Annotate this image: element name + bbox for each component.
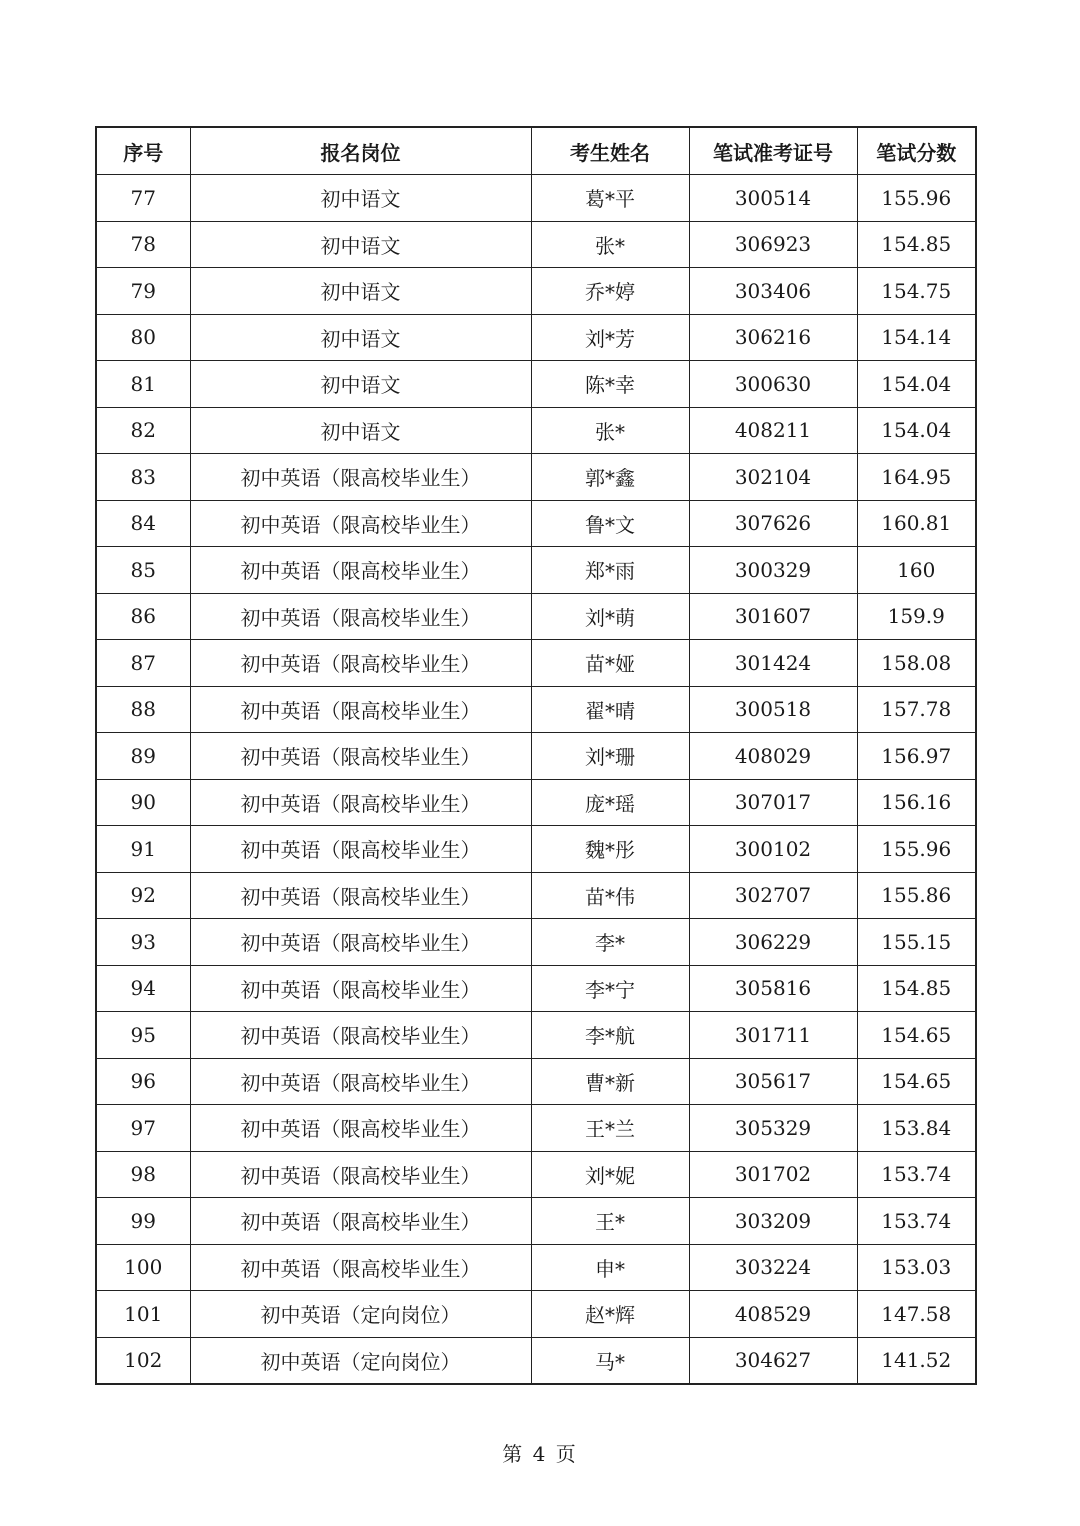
cell-candidate-name: 李*航 [531, 1012, 689, 1059]
cell-candidate-name: 赵*辉 [531, 1291, 689, 1338]
page-number: 第 4 页 [502, 1442, 578, 1466]
cell-serial-number: 96 [96, 1058, 190, 1105]
cell-serial-number: 80 [96, 314, 190, 361]
cell-position: 初中语文 [190, 221, 531, 268]
table-row [96, 314, 976, 361]
cell-position: 初中英语（限高校毕业生） [190, 1058, 531, 1105]
cell-candidate-name: 郭*鑫 [531, 454, 689, 501]
cell-candidate-name: 刘*珊 [531, 733, 689, 780]
cell-candidate-name: 王*兰 [531, 1105, 689, 1152]
cell-serial-number: 79 [96, 268, 190, 315]
cell-score: 154.65 [857, 1012, 976, 1059]
cell-position: 初中英语（定向岗位） [190, 1291, 531, 1338]
cell-position: 初中英语（限高校毕业生） [190, 1151, 531, 1198]
table-row [96, 1012, 976, 1059]
table-row [96, 500, 976, 547]
cell-ticket-number: 306229 [689, 919, 857, 966]
cell-serial-number: 89 [96, 733, 190, 780]
cell-serial-number: 90 [96, 779, 190, 826]
cell-serial-number: 82 [96, 407, 190, 454]
table-row [96, 1058, 976, 1105]
cell-candidate-name: 李* [531, 919, 689, 966]
cell-ticket-number: 408529 [689, 1291, 857, 1338]
cell-position: 初中英语（限高校毕业生） [190, 1012, 531, 1059]
cell-candidate-name: 刘*萌 [531, 593, 689, 640]
table-row [96, 640, 976, 687]
cell-score: 154.04 [857, 407, 976, 454]
table-row [96, 686, 976, 733]
cell-ticket-number: 307626 [689, 500, 857, 547]
cell-score: 159.9 [857, 593, 976, 640]
cell-score: 160 [857, 547, 976, 594]
table-row [96, 547, 976, 594]
cell-serial-number: 84 [96, 500, 190, 547]
header-ticket-number: 笔试准考证号 [689, 127, 857, 175]
cell-ticket-number: 300329 [689, 547, 857, 594]
cell-score: 155.86 [857, 872, 976, 919]
cell-serial-number: 98 [96, 1151, 190, 1198]
cell-candidate-name: 曹*新 [531, 1058, 689, 1105]
table-row [96, 175, 976, 222]
cell-candidate-name: 申* [531, 1244, 689, 1291]
table-row [96, 1291, 976, 1338]
cell-position: 初中语文 [190, 175, 531, 222]
cell-position: 初中英语（定向岗位） [190, 1337, 531, 1384]
cell-candidate-name: 庞*瑶 [531, 779, 689, 826]
table-row [96, 361, 976, 408]
cell-ticket-number: 303224 [689, 1244, 857, 1291]
cell-position: 初中语文 [190, 361, 531, 408]
cell-position: 初中英语（限高校毕业生） [190, 1198, 531, 1245]
table-row [96, 407, 976, 454]
cell-candidate-name: 郑*雨 [531, 547, 689, 594]
table-row [96, 779, 976, 826]
cell-serial-number: 100 [96, 1244, 190, 1291]
cell-ticket-number: 306923 [689, 221, 857, 268]
cell-position: 初中语文 [190, 407, 531, 454]
cell-serial-number: 86 [96, 593, 190, 640]
cell-candidate-name: 陈*幸 [531, 361, 689, 408]
table-row [96, 268, 976, 315]
cell-candidate-name: 张* [531, 221, 689, 268]
cell-ticket-number: 305617 [689, 1058, 857, 1105]
cell-score: 164.95 [857, 454, 976, 501]
cell-position: 初中英语（限高校毕业生） [190, 1244, 531, 1291]
cell-position: 初中英语（限高校毕业生） [190, 965, 531, 1012]
cell-position: 初中语文 [190, 314, 531, 361]
cell-position: 初中英语（限高校毕业生） [190, 454, 531, 501]
header-serial-number: 序号 [96, 127, 190, 175]
cell-score: 155.15 [857, 919, 976, 966]
cell-ticket-number: 408211 [689, 407, 857, 454]
score-table [95, 126, 977, 1385]
cell-ticket-number: 305816 [689, 965, 857, 1012]
table-body [96, 175, 976, 1385]
cell-ticket-number: 300518 [689, 686, 857, 733]
table-row [96, 221, 976, 268]
cell-position: 初中英语（限高校毕业生） [190, 500, 531, 547]
cell-position: 初中英语（限高校毕业生） [190, 919, 531, 966]
cell-position: 初中英语（限高校毕业生） [190, 547, 531, 594]
cell-ticket-number: 306216 [689, 314, 857, 361]
cell-candidate-name: 张* [531, 407, 689, 454]
table-header [96, 127, 976, 175]
cell-score: 158.08 [857, 640, 976, 687]
header-candidate-name: 考生姓名 [531, 127, 689, 175]
table-row [96, 1105, 976, 1152]
cell-score: 157.78 [857, 686, 976, 733]
cell-score: 141.52 [857, 1337, 976, 1384]
table-row [96, 919, 976, 966]
cell-ticket-number: 305329 [689, 1105, 857, 1152]
cell-position: 初中英语（限高校毕业生） [190, 779, 531, 826]
cell-score: 155.96 [857, 826, 976, 873]
cell-serial-number: 87 [96, 640, 190, 687]
cell-serial-number: 88 [96, 686, 190, 733]
cell-serial-number: 101 [96, 1291, 190, 1338]
table-row [96, 593, 976, 640]
cell-candidate-name: 乔*婷 [531, 268, 689, 315]
cell-candidate-name: 苗*娅 [531, 640, 689, 687]
cell-ticket-number: 303406 [689, 268, 857, 315]
cell-serial-number: 95 [96, 1012, 190, 1059]
cell-candidate-name: 刘*妮 [531, 1151, 689, 1198]
cell-serial-number: 85 [96, 547, 190, 594]
cell-score: 147.58 [857, 1291, 976, 1338]
cell-candidate-name: 马* [531, 1337, 689, 1384]
cell-serial-number: 77 [96, 175, 190, 222]
cell-score: 154.85 [857, 221, 976, 268]
cell-position: 初中英语（限高校毕业生） [190, 640, 531, 687]
header-score: 笔试分数 [857, 127, 976, 175]
table-row [96, 965, 976, 1012]
cell-score: 154.75 [857, 268, 976, 315]
cell-position: 初中英语（限高校毕业生） [190, 593, 531, 640]
cell-score: 154.85 [857, 965, 976, 1012]
cell-position: 初中语文 [190, 268, 531, 315]
cell-score: 154.65 [857, 1058, 976, 1105]
cell-ticket-number: 300102 [689, 826, 857, 873]
cell-ticket-number: 300630 [689, 361, 857, 408]
cell-ticket-number: 302707 [689, 872, 857, 919]
cell-score: 153.74 [857, 1151, 976, 1198]
table-row [96, 1244, 976, 1291]
cell-serial-number: 93 [96, 919, 190, 966]
cell-ticket-number: 301711 [689, 1012, 857, 1059]
cell-score: 156.16 [857, 779, 976, 826]
table-row [96, 1151, 976, 1198]
cell-ticket-number: 307017 [689, 779, 857, 826]
cell-candidate-name: 刘*芳 [531, 314, 689, 361]
cell-ticket-number: 304627 [689, 1337, 857, 1384]
header-position: 报名岗位 [190, 127, 531, 175]
header-row [96, 127, 976, 175]
cell-serial-number: 94 [96, 965, 190, 1012]
table-row [96, 1198, 976, 1245]
cell-ticket-number: 303209 [689, 1198, 857, 1245]
cell-score: 155.96 [857, 175, 976, 222]
cell-candidate-name: 鲁*文 [531, 500, 689, 547]
cell-score: 156.97 [857, 733, 976, 780]
cell-position: 初中英语（限高校毕业生） [190, 686, 531, 733]
cell-ticket-number: 301607 [689, 593, 857, 640]
cell-serial-number: 91 [96, 826, 190, 873]
cell-candidate-name: 魏*彤 [531, 826, 689, 873]
cell-position: 初中英语（限高校毕业生） [190, 733, 531, 780]
table-row [96, 454, 976, 501]
table-row [96, 733, 976, 780]
cell-ticket-number: 301702 [689, 1151, 857, 1198]
cell-candidate-name: 翟*晴 [531, 686, 689, 733]
cell-serial-number: 97 [96, 1105, 190, 1152]
cell-ticket-number: 300514 [689, 175, 857, 222]
cell-serial-number: 99 [96, 1198, 190, 1245]
cell-candidate-name: 李*宁 [531, 965, 689, 1012]
cell-ticket-number: 408029 [689, 733, 857, 780]
cell-candidate-name: 王* [531, 1198, 689, 1245]
cell-position: 初中英语（限高校毕业生） [190, 826, 531, 873]
table-row [96, 826, 976, 873]
cell-ticket-number: 301424 [689, 640, 857, 687]
table-row [96, 872, 976, 919]
cell-score: 160.81 [857, 500, 976, 547]
cell-position: 初中英语（限高校毕业生） [190, 872, 531, 919]
cell-candidate-name: 苗*伟 [531, 872, 689, 919]
cell-score: 154.14 [857, 314, 976, 361]
cell-position: 初中英语（限高校毕业生） [190, 1105, 531, 1152]
cell-serial-number: 78 [96, 221, 190, 268]
cell-ticket-number: 302104 [689, 454, 857, 501]
cell-score: 153.03 [857, 1244, 976, 1291]
table-row [96, 1337, 976, 1384]
cell-score: 153.84 [857, 1105, 976, 1152]
cell-serial-number: 83 [96, 454, 190, 501]
cell-score: 154.04 [857, 361, 976, 408]
cell-serial-number: 92 [96, 872, 190, 919]
cell-candidate-name: 葛*平 [531, 175, 689, 222]
cell-serial-number: 81 [96, 361, 190, 408]
cell-serial-number: 102 [96, 1337, 190, 1384]
cell-score: 153.74 [857, 1198, 976, 1245]
